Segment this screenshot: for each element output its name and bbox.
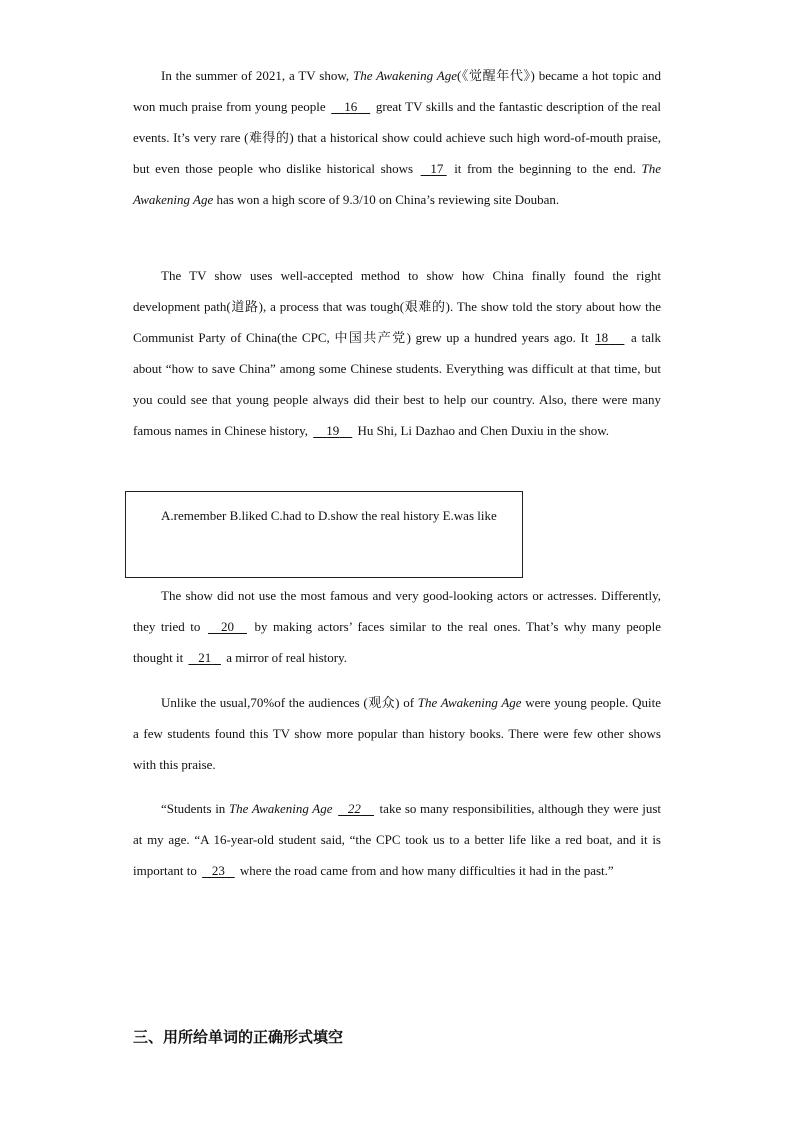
blank-22[interactable]: 22 <box>347 801 361 816</box>
paragraph-1: In the summer of 2021, a TV show, The Awakening Age(《觉醒年代》) became a hot topic and won much praise from young people 16 great TV skills and the fantastic description of the real events. It’s very rare (难得的) that a historical show could achieve such high word-of-mouth praise, but even those people who dislike historical shows 17 it from the beginning to the end. The Awakening Age has won a high score of 9.3/10 on China’s reviewing site Douban. <box>133 68 661 207</box>
section-heading: 三、用所给单词的正确形式填空 <box>133 1028 344 1046</box>
blank-23[interactable]: 23 <box>211 863 225 878</box>
show-title: The Awakening Age <box>353 68 457 83</box>
blank-20[interactable]: 20 <box>220 619 234 634</box>
options-box <box>125 491 523 578</box>
blank-17[interactable]: 17 <box>430 161 444 176</box>
blank-18[interactable]: 18 <box>595 330 609 345</box>
paragraph-4: Unlike the usual,70%of the audiences (观众) of The Awakening Age were young people. Quite a few students found this TV show more popular than history books. There were few other shows with this praise. <box>133 695 661 772</box>
show-title: The Awakening Age <box>417 695 522 710</box>
blank-19[interactable]: 19 <box>326 423 340 438</box>
paragraph-5: “Students in The Awakening Age 22 take so many responsibilities, although they were just at my age. “A 16-year-old student said, “the CPC took us to a better life like a red boat, and it is important to 23 where the road came from and how many difficulties it had in the past.” <box>133 793 661 886</box>
options-list: A.remember B.liked C.had to D.show the real history E.was like <box>161 508 497 523</box>
paragraph-3: The show did not use the most famous and very good-looking actors or actresses. Differently, they tried to 20 by making actors’ faces similar to the real ones. That’s why many people thought it 21 a mirror of real history. <box>133 580 661 673</box>
blank-16[interactable]: 16 <box>344 99 358 114</box>
paragraph-2: The TV show uses well-accepted method to show how China finally found the right development path(道路), a process that was tough(艰难的). The show told the story about how the Communist Party of China(the CPC, 中国共产党) grew up a hundred years ago. It 18 a talk about “how to save China” among some Chinese students. Everything was difficult at that time, but you could see that young people always did their best to help our country. Also, there were many famous names in Chinese history, 19 Hu Shi, Li Dazhao and Chen Duxiu in the show. <box>133 260 661 446</box>
show-title: The Awakening Age <box>228 801 333 816</box>
show-title: The Awakening Age <box>133 161 661 207</box>
blank-21[interactable]: 21 <box>198 650 212 665</box>
